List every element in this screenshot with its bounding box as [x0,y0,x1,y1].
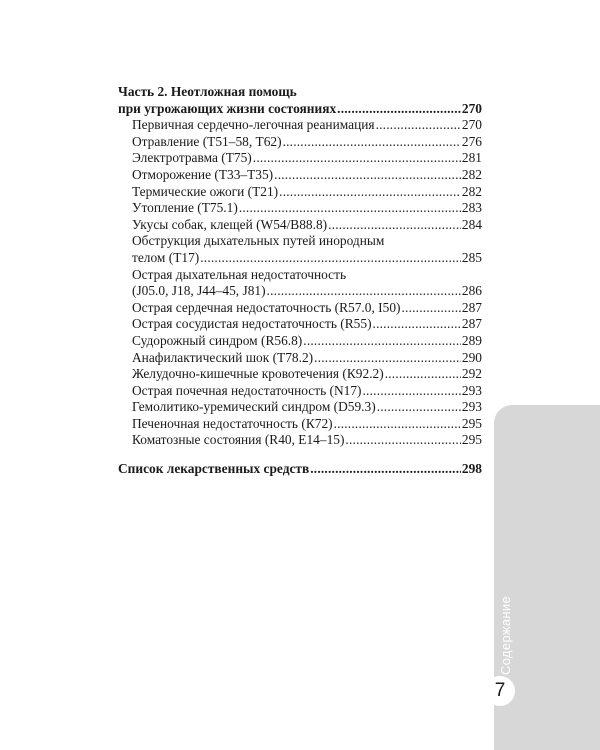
toc-entry-title: Коматозные состояния (R40, Е14–15) [132,432,345,448]
table-of-contents [118,84,482,478]
toc-entry-page: 282 [461,183,482,199]
toc-entry-page: 270 [461,117,482,133]
part-2-heading-page: 270 [461,100,482,116]
toc-entry-title: Острая почечная недостаточность (N17) [132,382,362,398]
dot-leader [200,250,461,267]
dot-leader [334,416,461,433]
toc-entry-title-line-2: (J05.0, J18, J44–45, J81) [132,283,266,299]
toc-entry [118,150,482,167]
toc-entry-page: 289 [461,332,482,348]
toc-entry-title: Отморожение (Т33–Т35) [132,166,274,182]
toc-entry-page: 293 [461,399,482,415]
dot-leader [253,150,461,167]
dot-leader [376,117,461,134]
toc-entry [118,383,482,400]
toc-entry-page: 276 [461,133,482,149]
toc-entry [118,117,482,134]
drug-list-page: 298 [461,461,482,477]
toc-entry-title-line-2: телом (Т17) [132,249,200,265]
toc-entry-title: Острая сосудистая недостаточность (R55) [132,316,372,332]
toc-entry-page: 292 [461,366,482,382]
toc-entry-page: 287 [461,316,482,332]
toc-entry [118,134,482,151]
page-number: 7 [494,680,506,701]
dot-leader [401,300,460,317]
toc-entry-title: Термические ожоги (Т21) [132,183,279,199]
dot-leader [377,399,461,416]
spacer [118,449,482,461]
toc-entry-page: 295 [461,432,482,448]
toc-entry-title: Первичная сердечно-легочная реанимация [132,117,375,133]
toc-entry-page: 283 [461,200,482,216]
toc-entry-page: 286 [461,283,482,299]
toc-entry [118,300,482,317]
toc-entry [118,184,482,201]
toc-entry-title: Отравление (Т51–58, Т62) [132,133,282,149]
toc-entry [118,416,482,433]
toc-entry-title: Укусы собак, клещей (W54/В88.8) [132,216,328,232]
toc-entry [118,167,482,184]
toc-entry [118,217,482,234]
toc-entry-title: Электротравма (Т75) [132,150,252,166]
dot-leader [363,383,461,400]
toc-entry-title: Гемолитико-уремический синдром (D59.3) [132,399,376,415]
part-2-heading-line-1: Часть 2. Неотложная помощь [118,84,297,99]
part-2-heading-line-2 [118,101,482,118]
toc-entry-page: 287 [461,299,482,315]
dot-leader [314,350,461,367]
toc-entry [118,399,482,416]
dot-leader [328,217,461,234]
toc-entry-page: 293 [461,382,482,398]
dot-leader [239,200,461,217]
dot-leader [267,283,461,300]
toc-entry-page: 290 [461,349,482,365]
toc-entry-title: Желудочно-кишечные кровотечения (К92.2) [132,366,384,382]
part-2-heading-title: при угрожающих жизни состояниях [118,100,337,116]
dot-leader [337,101,461,118]
toc-entry-title-line-1: Обструкция дыхательных путей инородным [132,233,385,249]
toc-entry [118,350,482,367]
dot-leader [373,316,461,333]
toc-entry [118,200,482,217]
dot-leader [283,134,461,151]
toc-entry-title: Печеночная недостаточность (К72) [132,415,333,431]
toc-entry [118,366,482,383]
dot-leader [303,333,461,350]
toc-entry-title: Острая сердечная недостаточность (R57.0, I50) [132,299,401,315]
dot-leader [345,432,460,449]
toc-entry-page: 295 [461,415,482,431]
drug-list-entry [118,461,482,478]
toc-entry-title: Анафилактический шок (Т78.2) [132,349,314,365]
toc-entry [118,432,482,449]
toc-entry [118,316,482,333]
toc-entry-page: 285 [461,249,482,265]
dot-leader [310,461,461,478]
toc-entry-title: Судорожный синдром (R56.8) [132,332,303,348]
dot-leader [385,366,461,383]
toc-entry-page: 281 [461,150,482,166]
side-tab-label: Содержание [498,596,513,676]
dot-leader [274,167,461,184]
drug-list-title: Список лекарственных средств [118,461,310,477]
toc-entry-page: 282 [461,166,482,182]
toc-entry-title-line-1: Острая дыхательная недостаточность [132,266,347,282]
toc-entry-title: Утопление (Т75.1) [132,200,238,216]
toc-entry-page: 284 [461,216,482,232]
toc-entry [118,333,482,350]
toc-entry [118,233,482,266]
toc-entry [118,267,482,300]
dot-leader [279,184,461,201]
